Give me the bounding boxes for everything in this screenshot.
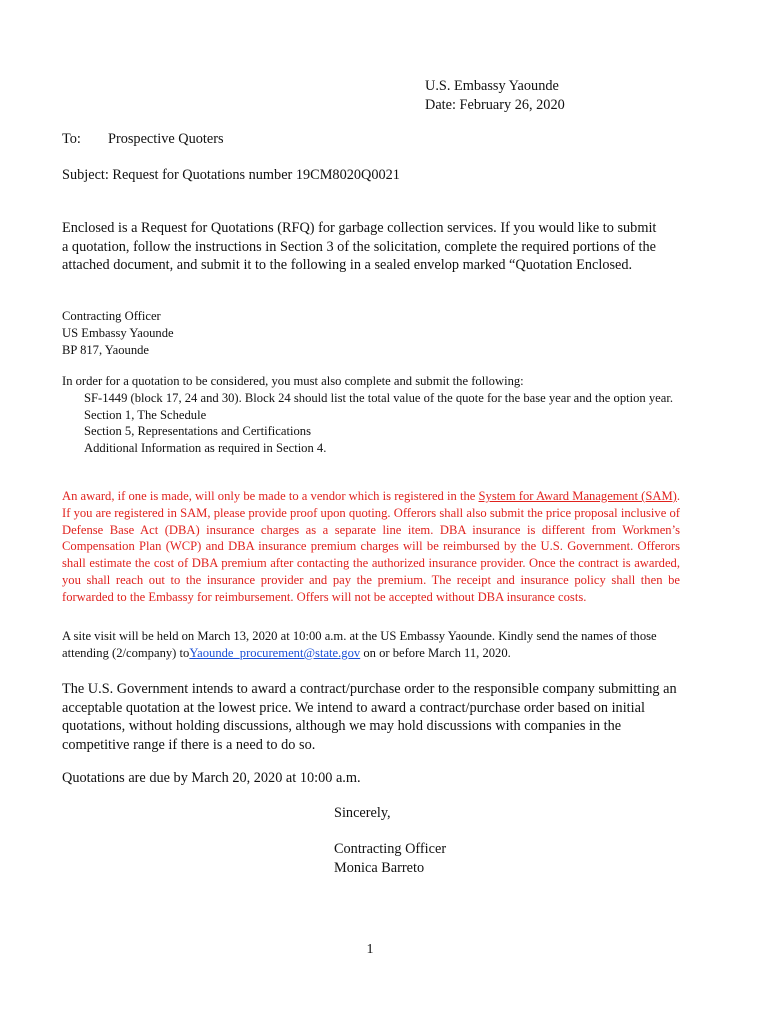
award-text-end: . If you are registered in SAM, please provide proof upon quoting. Offerors shall also submit the price proposal inclusive of Defense Base Act (DBA) insurance charges as a separate line item. DBA insurance is different from Workmen’s Compensation Plan (WCP) and DBA insurance premium charges will be reimbursed by the U.S. Government. Offerors shall estimate the cost of DBA premium after contacting the authorized insurance provider. Once the contract is awarded, you shall reach out to the insurance provider and pay the premium. The receipt and insurance policy shall then be forwarded to the Embassy for reimbursement. Offers will not be accepted without DBA insurance costs.: [62, 489, 680, 604]
requirement-item: SF-1449 (block 17, 24 and 30). Block 24 should list the total value of the quote for the base year and the option year.: [84, 390, 673, 405]
signer-title: Contracting Officer: [334, 841, 447, 857]
site-visit-text: A site visit will be held on March 13, 2020 at 10:00 a.m. at the US Embassy Yaounde. Kindly send the names of those attending (2/company) to: [62, 629, 657, 660]
requirements-section: [62, 373, 677, 457]
sam-link[interactable]: System for Award Management (SAM): [478, 489, 677, 503]
requirement-item: Additional Information as required in Section 4.: [84, 441, 327, 456]
procurement-email-link[interactable]: Yaounde_procurement@state.gov: [189, 645, 361, 660]
date-line: Date: February 26, 2020: [425, 96, 565, 113]
requirement-item: Section 5, Representations and Certifications: [84, 424, 311, 439]
award-intent-paragraph: The U.S. Government intends to award a contract/purchase order to the responsible company submitting an acceptable quotation at the lowest price. We intend to award a contract/purchase order based on initial quotations, without holding discussions, although we may hold discussions with companies in the competitive range if there is a need to do so.: [62, 681, 677, 753]
address-line: US Embassy Yaounde: [62, 325, 174, 340]
embassy-line: U.S. Embassy Yaounde: [425, 78, 559, 94]
to-label: To:: [62, 131, 81, 147]
site-visit-paragraph: [62, 628, 680, 662]
award-notice: [62, 488, 680, 606]
to-value: Prospective Quoters: [108, 131, 224, 147]
mailing-address: [62, 308, 462, 358]
intro-paragraph: Enclosed is a Request for Quotations (RFQ) for garbage collection services. If you would like to submit a quotation, follow the instructions in Section 3 of the solicitation, complete the required portions of the attached document, and submit it to the following in a sealed envelop marked “Quotation Enclosed.: [62, 220, 657, 273]
letter-header: [425, 77, 725, 114]
salutation: Sincerely,: [334, 805, 391, 821]
subject-line: Subject: Request for Quotations number 19CM8020Q0021: [62, 167, 400, 183]
due-date-line: Quotations are due by March 20, 2020 at 10:00 a.m.: [62, 770, 361, 786]
requirement-item: Section 1, The Schedule: [84, 407, 207, 422]
signer-name: Monica Barreto: [334, 859, 425, 876]
address-line: BP 817, Yaounde: [62, 342, 150, 357]
page-number: 1: [366, 942, 374, 957]
signature-block: [334, 840, 634, 877]
address-line: Contracting Officer: [62, 309, 161, 323]
requirements-lead: In order for a quotation to be considered, you must also complete and submit the following:: [62, 374, 524, 388]
award-text-start: An award, if one is made, will only be made to a vendor which is registered in the: [62, 489, 479, 503]
to-line: [62, 130, 662, 149]
site-visit-deadline: on or before March 11, 2020.: [360, 645, 511, 660]
